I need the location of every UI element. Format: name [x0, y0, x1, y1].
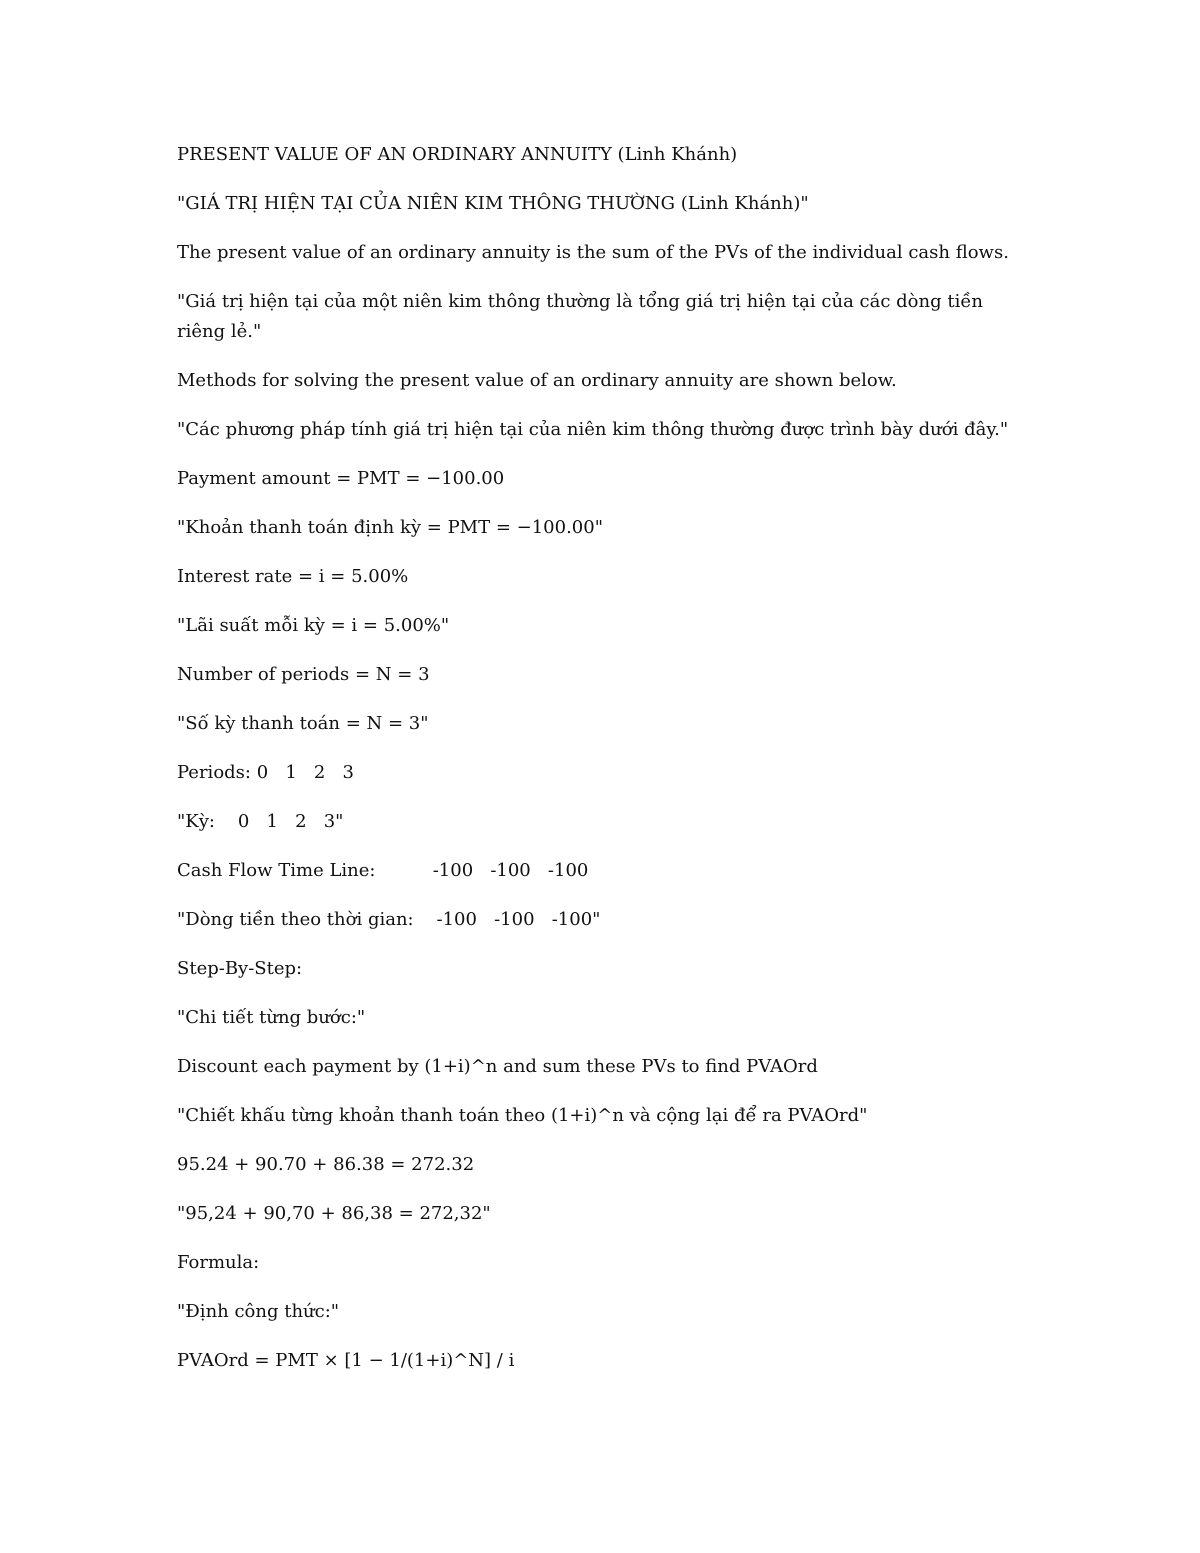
title-vi: "GIÁ TRỊ HIỆN TẠI CỦA NIÊN KIM THÔNG THƯỜNG (Linh Khánh)" — [177, 193, 809, 214]
formula: PVAOrd = PMT × [1 − 1/(1+i)^N] / i — [177, 1350, 515, 1371]
title-en: PRESENT VALUE OF AN ORDINARY ANNUITY (Linh Khánh) — [177, 144, 738, 165]
definition-vi: "Giá trị hiện tại của một niên kim thông thường là tổng giá trị hiện tại của các dòng tiền riêng lẻ." — [177, 291, 989, 342]
discount-vi: "Chiết khấu từng khoản thanh toán theo (1+i)^n và cộng lại để ra PVAOrd" — [177, 1105, 868, 1126]
methods-vi: "Các phương pháp tính giá trị hiện tại của niên kim thông thường được trình bày dưới đây." — [177, 419, 1009, 440]
periods-count-vi: "Số kỳ thanh toán = N = 3" — [177, 713, 429, 734]
document-body — [177, 140, 1017, 1395]
sum-en: 95.24 + 90.70 + 86.38 = 272.32 — [177, 1154, 475, 1175]
sum-vi: "95,24 + 90,70 + 86,38 = 272,32" — [177, 1203, 491, 1224]
interest-vi: "Lãi suất mỗi kỳ = i = 5.00%" — [177, 615, 450, 636]
step-heading-en: Step-By-Step: — [177, 958, 303, 979]
payment-vi: "Khoản thanh toán định kỳ = PMT = −100.00" — [177, 517, 603, 538]
definition-en: The present value of an ordinary annuity is the sum of the PVs of the individual cash flows. — [177, 242, 1009, 263]
periods-en: Periods: 0 1 2 3 — [177, 762, 355, 783]
interest-en: Interest rate = i = 5.00% — [177, 566, 409, 587]
cash-flow-vi: "Dòng tiền theo thời gian: -100 -100 -100" — [177, 909, 601, 930]
payment-en: Payment amount = PMT = −100.00 — [177, 468, 505, 489]
formula-heading-vi: "Định công thức:" — [177, 1301, 340, 1322]
discount-en: Discount each payment by (1+i)^n and sum these PVs to find PVAOrd — [177, 1056, 818, 1077]
periods-count-en: Number of periods = N = 3 — [177, 664, 430, 685]
periods-vi: "Kỳ: 0 1 2 3" — [177, 811, 344, 832]
methods-en: Methods for solving the present value of an ordinary annuity are shown below. — [177, 370, 897, 391]
formula-heading-en: Formula: — [177, 1252, 260, 1273]
cash-flow-en: Cash Flow Time Line: -100 -100 -100 — [177, 860, 589, 881]
step-heading-vi: "Chi tiết từng bước:" — [177, 1007, 366, 1028]
